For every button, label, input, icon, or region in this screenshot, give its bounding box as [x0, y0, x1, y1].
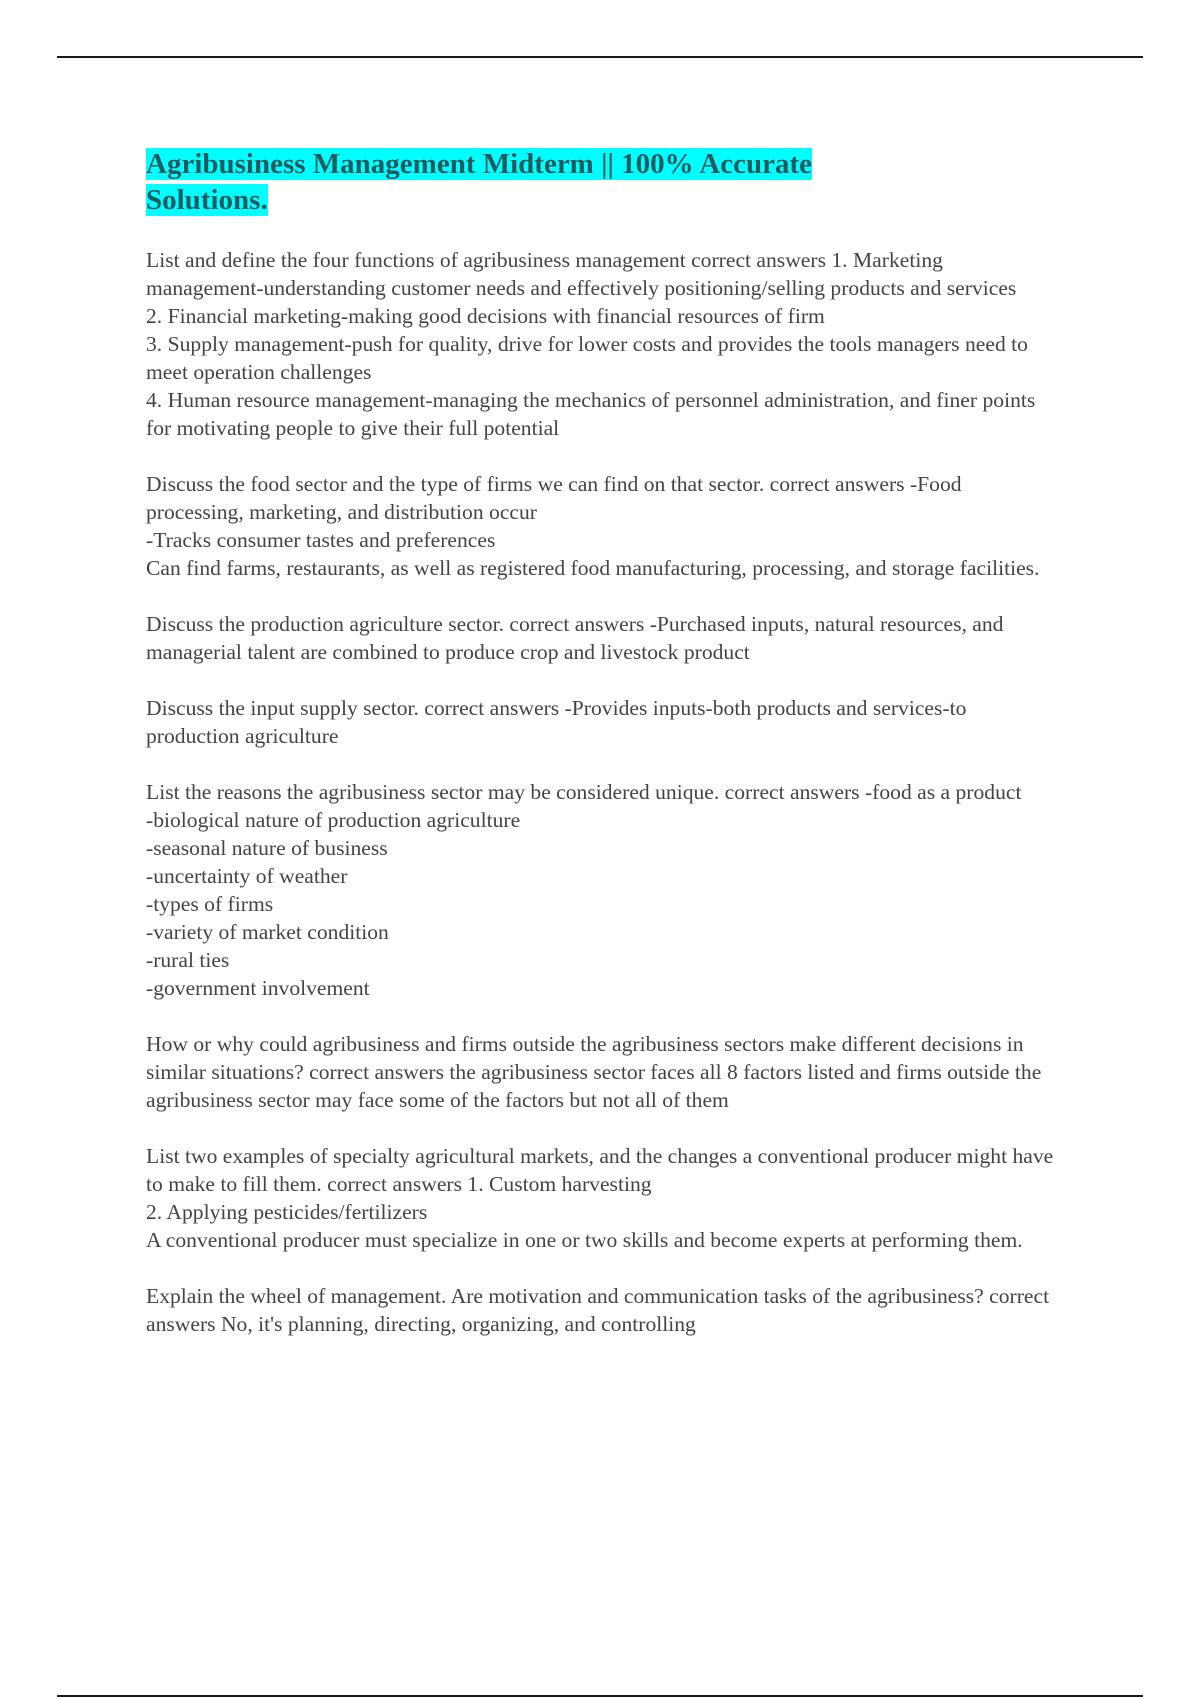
qa-line: List and define the four functions of agribusiness management correct answers 1. Marketing management-understanding customer needs and effectively positioning/selling products and services — [146, 248, 1017, 300]
top-rule — [57, 56, 1143, 58]
qa-entry — [146, 1142, 1059, 1254]
qa-line: -types of firms — [146, 892, 274, 916]
qa-entry — [146, 778, 1056, 1002]
qa-line: -uncertainty of weather — [146, 864, 348, 888]
qa-line: -government involvement — [146, 976, 370, 1000]
qa-line: Discuss the production agriculture sector. correct answers -Purchased inputs, natural resources, and managerial talent are combined to produce crop and livestock product — [146, 612, 1009, 664]
qa-line: List the reasons the agribusiness sector may be considered unique. correct answers -food as a product — [146, 780, 1022, 804]
qa-entry — [146, 694, 1056, 750]
qa-line: -biological nature of production agriculture — [146, 808, 521, 832]
title-highlight: Agribusiness Management Midterm || 100% Accurate Solutions. — [146, 148, 812, 216]
qa-line: -variety of market condition — [146, 920, 389, 944]
qa-line: How or why could agribusiness and firms outside the agribusiness sectors make different decisions in similar situations? correct answers the agribusiness sector faces all 8 factors listed and firms outside the agribusiness sector may face some of the factors but not all of them — [146, 1032, 1047, 1112]
qa-line: List two examples of specialty agricultural markets, and the changes a conventional producer might have to make to fill them. correct answers 1. Custom harvesting — [146, 1144, 1059, 1196]
qa-entry — [146, 470, 1056, 582]
qa-entry — [146, 246, 1056, 442]
qa-line: Can find farms, restaurants, as well as registered food manufacturing, processing, and storage facilities. — [146, 556, 1040, 580]
qa-entry — [146, 1282, 1056, 1338]
qa-line: -Tracks consumer tastes and preferences — [146, 528, 496, 552]
qa-line: A conventional producer must specialize in one or two skills and become experts at performing them. — [146, 1228, 1023, 1252]
qa-line: -rural ties — [146, 948, 230, 972]
bottom-rule — [57, 1695, 1143, 1697]
qa-entry — [146, 1030, 1056, 1114]
qa-line: 3. Supply management-push for quality, drive for lower costs and provides the tools managers need to meet operation challenges — [146, 332, 1034, 384]
document-body — [146, 146, 1059, 1366]
qa-line: Explain the wheel of management. Are motivation and communication tasks of the agribusiness? correct answers No, it's planning, directing, organizing, and controlling — [146, 1284, 1055, 1336]
qa-line: 2. Financial marketing-making good decisions with financial resources of firm — [146, 304, 825, 328]
document-title — [146, 146, 906, 218]
qa-line: Discuss the input supply sector. correct answers -Provides inputs-both products and services-to production agriculture — [146, 696, 972, 748]
qa-line: -seasonal nature of business — [146, 836, 388, 860]
qa-line: Discuss the food sector and the type of firms we can find on that sector. correct answers -Food processing, marketing, and distribution occur — [146, 472, 967, 524]
qa-line: 2. Applying pesticides/fertilizers — [146, 1200, 428, 1224]
qa-line: 4. Human resource management-managing the mechanics of personnel administration, and finer points for motivating people to give their full potential — [146, 388, 1041, 440]
qa-entry — [146, 610, 1056, 666]
